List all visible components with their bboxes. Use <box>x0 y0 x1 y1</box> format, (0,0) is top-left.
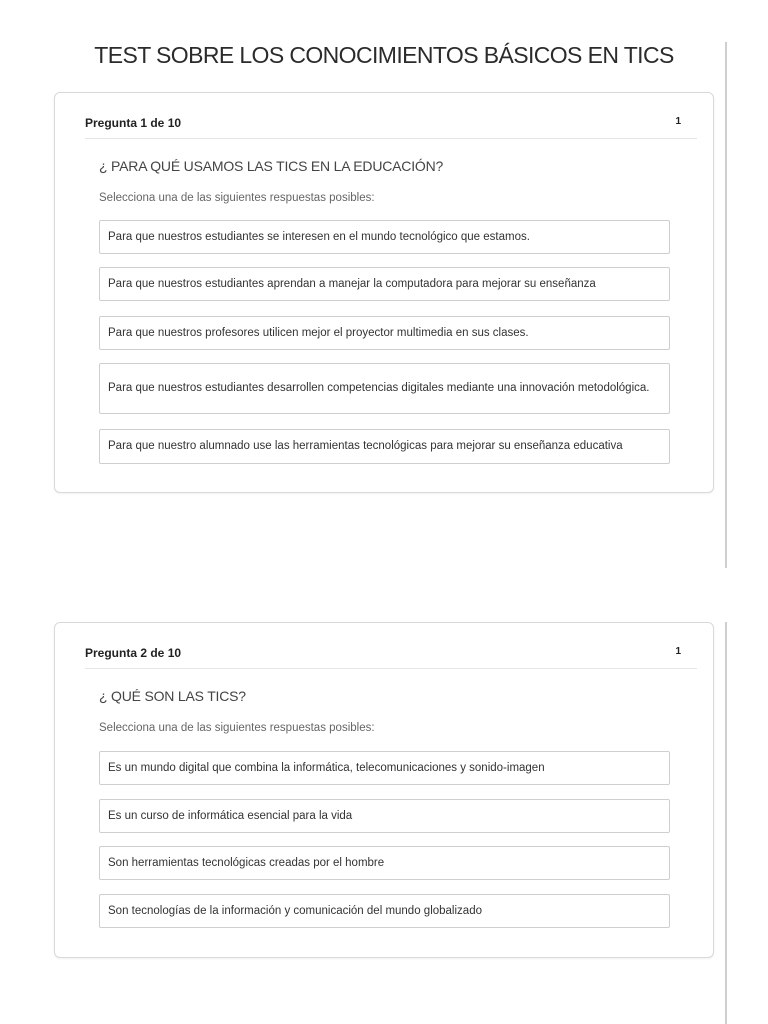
answer-option[interactable]: Para que nuestros estudiantes se interesen en el mundo tecnológico que estamos. <box>99 220 670 254</box>
question-card-1 <box>54 92 714 493</box>
question-instruction: Selecciona una de las siguientes respuestas posibles: <box>99 192 375 204</box>
question-points: 1 <box>675 646 681 657</box>
answer-option[interactable]: Son tecnologías de la información y comunicación del mundo globalizado <box>99 894 670 928</box>
answer-option[interactable]: Para que nuestros estudiantes desarrollen competencias digitales mediante una innovación metodológica. <box>99 363 670 414</box>
answer-option[interactable]: Para que nuestros estudiantes aprendan a manejar la computadora para mejorar su enseñanza <box>99 267 670 301</box>
question-text: ¿ PARA QUÉ USAMOS LAS TICS EN LA EDUCACIÓN? <box>99 158 444 174</box>
answer-option[interactable]: Para que nuestros profesores utilicen mejor el proyector multimedia en sus clases. <box>99 316 670 350</box>
answer-option[interactable]: Es un curso de informática esencial para la vida <box>99 799 670 833</box>
question-number-label: Pregunta 1 de 10 <box>85 116 182 130</box>
question-header <box>85 623 697 669</box>
question-instruction: Selecciona una de las siguientes respuestas posibles: <box>99 722 375 734</box>
question-card-2 <box>54 622 714 958</box>
question-header <box>85 93 697 139</box>
page-title: TEST SOBRE LOS CONOCIMIENTOS BÁSICOS EN TICS <box>94 42 674 68</box>
question-points: 1 <box>675 116 681 127</box>
scroll-edge-divider <box>725 622 727 1024</box>
answer-option[interactable]: Es un mundo digital que combina la informática, telecomunicaciones y sonido-imagen <box>99 751 670 785</box>
question-text: ¿ QUÉ SON LAS TICS? <box>99 688 246 704</box>
question-number-label: Pregunta 2 de 10 <box>85 646 182 660</box>
answer-option[interactable]: Son herramientas tecnológicas creadas por el hombre <box>99 846 670 880</box>
scroll-edge-divider <box>725 42 727 568</box>
answer-option[interactable]: Para que nuestro alumnado use las herramientas tecnológicas para mejorar su enseñanza educativa <box>99 429 670 464</box>
